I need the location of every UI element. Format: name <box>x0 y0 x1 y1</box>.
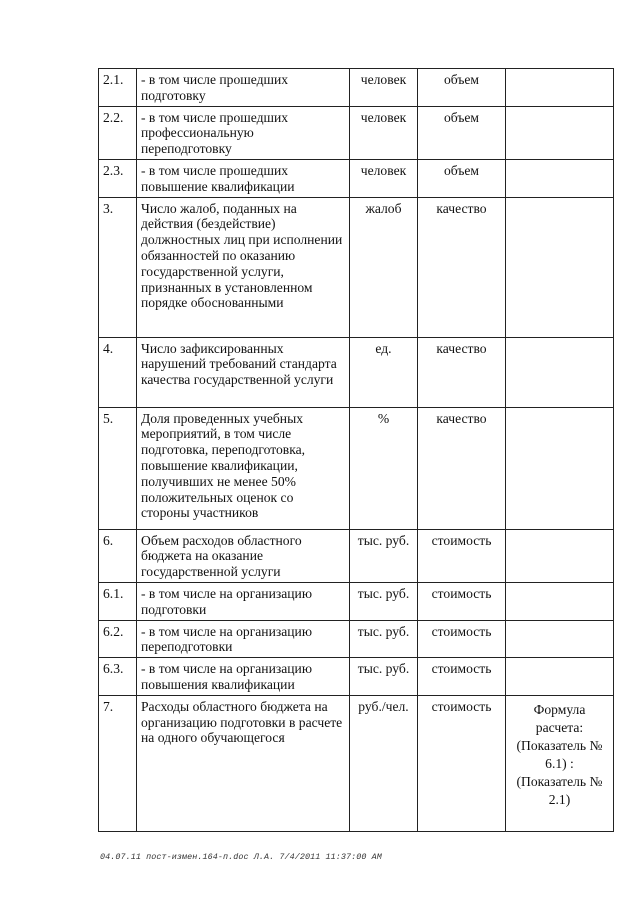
indicator-name: - в том числе на организацию повышения квалификации <box>137 658 350 696</box>
unit-cell: руб./чел. <box>350 695 418 831</box>
indicator-type: качество <box>418 197 506 337</box>
row-number: 2.3. <box>99 159 137 197</box>
indicator-name: Объем расходов областного бюджета на оказание государственной услуги <box>137 529 350 582</box>
indicator-type: стоимость <box>418 658 506 696</box>
unit-cell: % <box>350 407 418 529</box>
calculation-note <box>506 106 614 159</box>
indicator-type: стоимость <box>418 695 506 831</box>
indicator-type: стоимость <box>418 529 506 582</box>
table-row <box>99 69 614 107</box>
calculation-note <box>506 529 614 582</box>
indicator-name: Доля проведенных учебных мероприятий, в том числе подготовка, переподготовка, повышение квалификации, получивших не менее 50% положительных оценок со стороны участников <box>137 407 350 529</box>
indicator-type: объем <box>418 159 506 197</box>
unit-cell: ед. <box>350 337 418 407</box>
row-number: 2.2. <box>99 106 137 159</box>
table-row <box>99 620 614 658</box>
indicator-name: - в том числе прошедших профессиональную переподготовку <box>137 106 350 159</box>
row-number: 4. <box>99 337 137 407</box>
table-row <box>99 159 614 197</box>
table-row <box>99 529 614 582</box>
indicator-name: - в том числе на организацию переподготовки <box>137 620 350 658</box>
unit-cell: жалоб <box>350 197 418 337</box>
table-row <box>99 337 614 407</box>
indicator-name: Расходы областного бюджета на организацию подготовки в расчете на одного обучающегося <box>137 695 350 831</box>
calculation-note <box>506 658 614 696</box>
row-number: 2.1. <box>99 69 137 107</box>
unit-cell: тыс. руб. <box>350 582 418 620</box>
row-number: 5. <box>99 407 137 529</box>
unit-cell: человек <box>350 69 418 107</box>
row-number: 6.1. <box>99 582 137 620</box>
indicator-name: - в том числе прошедших подготовку <box>137 69 350 107</box>
indicator-type: качество <box>418 407 506 529</box>
calculation-note <box>506 620 614 658</box>
calculation-note <box>506 159 614 197</box>
table-row <box>99 197 614 337</box>
indicator-name: Число жалоб, поданных на действия (бездействие) должностных лиц при исполнении обязанностей по оказанию государственной услуги, признанных в установленном порядке обоснованными <box>137 197 350 337</box>
row-number: 3. <box>99 197 137 337</box>
unit-cell: тыс. руб. <box>350 620 418 658</box>
row-number: 6.2. <box>99 620 137 658</box>
indicator-type: стоимость <box>418 582 506 620</box>
table-row <box>99 695 614 831</box>
indicator-type: качество <box>418 337 506 407</box>
calculation-note <box>506 69 614 107</box>
formula-text: Формула расчета: (Показатель № 6.1) : (Показатель № 2.1) <box>516 701 603 807</box>
indicator-name: - в том числе на организацию подготовки <box>137 582 350 620</box>
table-row <box>99 106 614 159</box>
unit-cell: человек <box>350 106 418 159</box>
indicator-name: - в том числе прошедших повышение квалификации <box>137 159 350 197</box>
calculation-note <box>506 695 614 831</box>
calculation-note <box>506 407 614 529</box>
indicator-type: объем <box>418 106 506 159</box>
indicator-type: объем <box>418 69 506 107</box>
table-row <box>99 658 614 696</box>
calculation-note <box>506 582 614 620</box>
document-footer: 04.07.11 пост-измен.164-п.doc Л.А. 7/4/2011 11:37:00 AM <box>100 852 382 862</box>
unit-cell: тыс. руб. <box>350 658 418 696</box>
calculation-note <box>506 337 614 407</box>
table-row <box>99 407 614 529</box>
row-number: 7. <box>99 695 137 831</box>
row-number: 6. <box>99 529 137 582</box>
indicator-type: стоимость <box>418 620 506 658</box>
calculation-note <box>506 197 614 337</box>
row-number: 6.3. <box>99 658 137 696</box>
unit-cell: человек <box>350 159 418 197</box>
table-row <box>99 582 614 620</box>
indicator-name: Число зафиксированных нарушений требований стандарта качества государственной услуги <box>137 337 350 407</box>
unit-cell: тыс. руб. <box>350 529 418 582</box>
indicators-table <box>98 68 614 832</box>
